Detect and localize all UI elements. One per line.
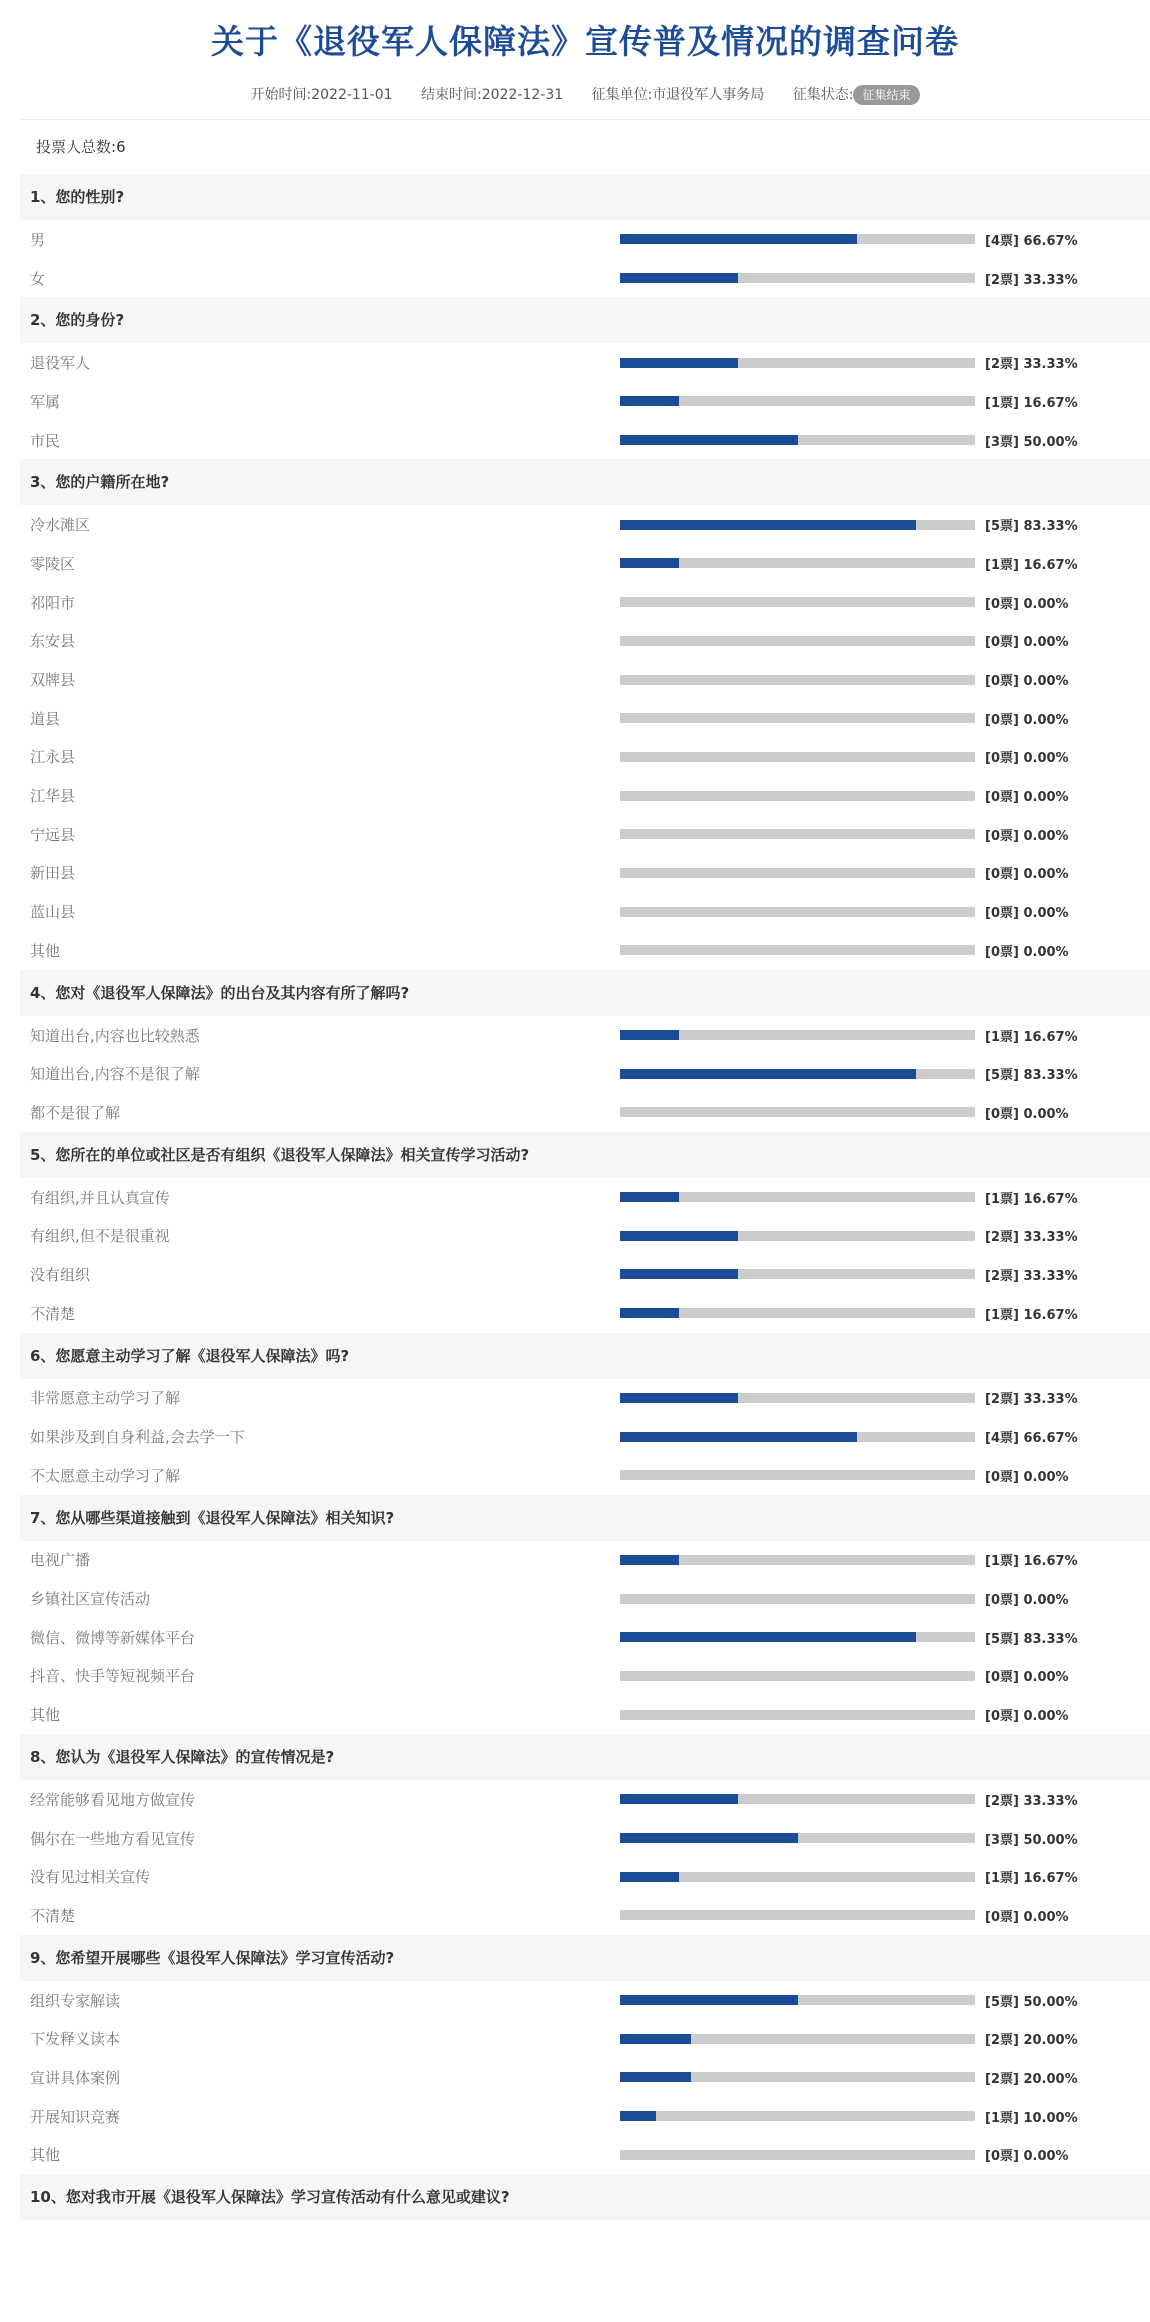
vote-bar-track bbox=[620, 1555, 975, 1565]
option-label: 零陵区 bbox=[30, 554, 76, 573]
option-row bbox=[20, 583, 1150, 622]
option-row bbox=[20, 738, 1150, 777]
vote-percent: 0.00% bbox=[1023, 1593, 1069, 1609]
end-time-value: 2022-12-31 bbox=[481, 87, 564, 103]
vote-count: [0票] bbox=[985, 1106, 1019, 1122]
end-time bbox=[421, 87, 563, 103]
option-row bbox=[20, 1896, 1150, 1935]
vote-stat bbox=[985, 1388, 1078, 1407]
vote-stat bbox=[985, 515, 1078, 534]
vote-count: [4票] bbox=[985, 233, 1019, 249]
total-voters bbox=[20, 120, 1150, 174]
vote-count: [5票] bbox=[985, 1068, 1019, 1084]
option-row bbox=[20, 1857, 1150, 1896]
vote-percent: 16.67% bbox=[1023, 1554, 1078, 1570]
collecting-unit bbox=[592, 87, 765, 103]
vote-bar-track bbox=[620, 1710, 975, 1720]
vote-bar-track bbox=[620, 791, 975, 801]
option-row bbox=[20, 1579, 1150, 1618]
vote-count: [0票] bbox=[985, 596, 1019, 612]
option-row bbox=[20, 1016, 1150, 1055]
vote-count: [1票] bbox=[985, 1307, 1019, 1323]
vote-stat bbox=[985, 1550, 1078, 1569]
question-list bbox=[20, 174, 1150, 2220]
vote-stat bbox=[985, 631, 1069, 650]
vote-percent: 50.00% bbox=[1023, 1832, 1078, 1848]
vote-stat bbox=[985, 1304, 1078, 1323]
option-row bbox=[20, 892, 1150, 931]
option-label: 军属 bbox=[30, 392, 61, 411]
vote-count: [2票] bbox=[985, 1230, 1019, 1246]
vote-bar-track bbox=[620, 2034, 975, 2044]
vote-bar-track bbox=[620, 1671, 975, 1681]
vote-bar-track bbox=[620, 1594, 975, 1604]
vote-stat bbox=[985, 1427, 1078, 1446]
vote-count: [1票] bbox=[985, 1871, 1019, 1887]
vote-percent: 33.33% bbox=[1023, 1392, 1078, 1408]
vote-count: [0票] bbox=[985, 2149, 1019, 2165]
option-label: 抖音、快手等短视频平台 bbox=[30, 1667, 196, 1686]
option-row bbox=[20, 931, 1150, 970]
vote-bar-fill bbox=[620, 358, 738, 368]
vote-bar-track bbox=[620, 1192, 975, 1202]
option-row bbox=[20, 1695, 1150, 1734]
question-title: 6、您愿意主动学习了解《退役军人保障法》吗? bbox=[20, 1333, 1150, 1379]
vote-percent: 16.67% bbox=[1023, 1307, 1078, 1323]
vote-percent: 16.67% bbox=[1023, 1871, 1078, 1887]
option-row bbox=[20, 259, 1150, 298]
vote-percent: 0.00% bbox=[1023, 1106, 1069, 1122]
option-label: 双牌县 bbox=[30, 671, 76, 690]
vote-count: [2票] bbox=[985, 2033, 1019, 2049]
option-row bbox=[20, 1178, 1150, 1217]
vote-count: [0票] bbox=[985, 867, 1019, 883]
vote-percent: 33.33% bbox=[1023, 1268, 1078, 1284]
vote-bar-track bbox=[620, 1794, 975, 1804]
vote-percent: 66.67% bbox=[1023, 233, 1078, 249]
vote-count: [0票] bbox=[985, 1469, 1019, 1485]
vote-stat bbox=[985, 747, 1069, 766]
vote-count: [2票] bbox=[985, 1392, 1019, 1408]
collecting-status bbox=[793, 87, 920, 103]
vote-percent: 0.00% bbox=[1023, 1909, 1069, 1925]
vote-bar-track bbox=[620, 1107, 975, 1117]
vote-bar-track bbox=[620, 1269, 975, 1279]
vote-percent: 20.00% bbox=[1023, 2033, 1078, 2049]
vote-bar-fill bbox=[620, 1308, 679, 1318]
vote-bar-fill bbox=[620, 1632, 916, 1642]
vote-bar-track bbox=[620, 636, 975, 646]
option-label: 其他 bbox=[30, 1706, 61, 1725]
option-label: 乡镇社区宣传活动 bbox=[30, 1590, 151, 1609]
end-time-label: 结束时间: bbox=[421, 87, 482, 103]
option-label: 道县 bbox=[30, 709, 61, 728]
vote-count: [5票] bbox=[985, 1994, 1019, 2010]
question-title: 10、您对我市开展《退役军人保障法》学习宣传活动有什么意见或建议? bbox=[20, 2174, 1150, 2220]
option-row bbox=[20, 1216, 1150, 1255]
vote-bar-fill bbox=[620, 1794, 738, 1804]
option-row bbox=[20, 1780, 1150, 1819]
option-row bbox=[20, 1417, 1150, 1456]
option-label: 蓝山县 bbox=[30, 903, 76, 922]
option-row bbox=[20, 2058, 1150, 2097]
option-label: 有组织,但不是很重视 bbox=[30, 1227, 170, 1246]
vote-stat bbox=[985, 2145, 1069, 2164]
vote-count: [5票] bbox=[985, 519, 1019, 535]
vote-count: [2票] bbox=[985, 2071, 1019, 2087]
vote-stat bbox=[985, 1265, 1078, 1284]
vote-percent: 0.00% bbox=[1023, 596, 1069, 612]
vote-stat bbox=[985, 786, 1069, 805]
vote-bar-track bbox=[620, 1910, 975, 1920]
survey-meta bbox=[20, 80, 1150, 120]
vote-count: [4票] bbox=[985, 1431, 1019, 1447]
option-label: 有组织,并且认真宣传 bbox=[30, 1188, 170, 1207]
vote-bar-track bbox=[620, 435, 975, 445]
vote-percent: 83.33% bbox=[1023, 1631, 1078, 1647]
vote-bar-fill bbox=[620, 1269, 738, 1279]
vote-stat bbox=[985, 863, 1069, 882]
option-row bbox=[20, 776, 1150, 815]
vote-stat bbox=[985, 1026, 1078, 1045]
vote-bar-track bbox=[620, 273, 975, 283]
vote-stat bbox=[985, 554, 1078, 573]
question-title: 5、您所在的单位或社区是否有组织《退役军人保障法》相关宣传学习活动? bbox=[20, 1132, 1150, 1178]
question-title: 1、您的性别? bbox=[20, 174, 1150, 220]
option-label: 开展知识竞赛 bbox=[30, 2107, 121, 2126]
option-label: 下发释义读本 bbox=[30, 2030, 121, 2049]
option-row bbox=[20, 699, 1150, 738]
vote-bar-track bbox=[620, 396, 975, 406]
option-label: 经常能够看见地方做宣传 bbox=[30, 1790, 196, 1809]
vote-bar-fill bbox=[620, 520, 916, 530]
vote-stat bbox=[985, 941, 1069, 960]
option-label: 不太愿意主动学习了解 bbox=[30, 1466, 181, 1485]
vote-stat bbox=[985, 1628, 1078, 1647]
vote-percent: 33.33% bbox=[1023, 357, 1078, 373]
vote-stat bbox=[985, 1790, 1078, 1809]
vote-percent: 0.00% bbox=[1023, 944, 1069, 960]
vote-percent: 0.00% bbox=[1023, 751, 1069, 767]
vote-bar-fill bbox=[620, 1231, 738, 1241]
vote-stat bbox=[985, 269, 1078, 288]
vote-percent: 0.00% bbox=[1023, 790, 1069, 806]
vote-bar-track bbox=[620, 1995, 975, 2005]
vote-stat bbox=[985, 1466, 1069, 1485]
option-label: 微信、微博等新媒体平台 bbox=[30, 1628, 196, 1647]
vote-stat bbox=[985, 1991, 1078, 2010]
option-row bbox=[20, 343, 1150, 382]
option-label: 知道出台,内容不是很了解 bbox=[30, 1065, 200, 1084]
option-row bbox=[20, 815, 1150, 854]
question-title: 3、您的户籍所在地? bbox=[20, 459, 1150, 505]
vote-percent: 83.33% bbox=[1023, 1068, 1078, 1084]
vote-bar-track bbox=[620, 1632, 975, 1642]
vote-stat bbox=[985, 2107, 1078, 2126]
option-row bbox=[20, 220, 1150, 259]
vote-count: [1票] bbox=[985, 2110, 1019, 2126]
vote-bar-fill bbox=[620, 1833, 798, 1843]
vote-count: [5票] bbox=[985, 1631, 1019, 1647]
vote-bar-track bbox=[620, 907, 975, 917]
vote-bar-fill bbox=[620, 1030, 679, 1040]
vote-percent: 0.00% bbox=[1023, 674, 1069, 690]
vote-bar-track bbox=[620, 752, 975, 762]
vote-stat bbox=[985, 1906, 1069, 1925]
option-row bbox=[20, 1054, 1150, 1093]
option-label: 退役军人 bbox=[30, 354, 91, 373]
status-badge: 征集结束 bbox=[853, 85, 919, 105]
option-label: 没有组织 bbox=[30, 1265, 91, 1284]
vote-stat bbox=[985, 1064, 1078, 1083]
vote-percent: 0.00% bbox=[1023, 1469, 1069, 1485]
vote-count: [0票] bbox=[985, 828, 1019, 844]
option-label: 电视广播 bbox=[30, 1551, 91, 1570]
question-title: 7、您从哪些渠道接触到《退役军人保障法》相关知识? bbox=[20, 1495, 1150, 1541]
unit-label: 征集单位: bbox=[591, 87, 653, 103]
vote-count: [0票] bbox=[985, 944, 1019, 960]
total-voters-label: 投票人总数: bbox=[36, 138, 117, 156]
vote-percent: 20.00% bbox=[1023, 2071, 1078, 2087]
vote-bar-track bbox=[620, 234, 975, 244]
vote-stat bbox=[985, 2029, 1078, 2048]
vote-count: [1票] bbox=[985, 1554, 1019, 1570]
option-row bbox=[20, 1819, 1150, 1858]
vote-stat bbox=[985, 902, 1069, 921]
vote-percent: 16.67% bbox=[1023, 1029, 1078, 1045]
option-row bbox=[20, 1379, 1150, 1418]
vote-stat bbox=[985, 1867, 1078, 1886]
vote-bar-track bbox=[620, 675, 975, 685]
option-row bbox=[20, 1294, 1150, 1333]
start-time-label: 开始时间: bbox=[250, 87, 312, 103]
vote-percent: 0.00% bbox=[1023, 1670, 1069, 1686]
question-title: 4、您对《退役军人保障法》的出台及其内容有所了解吗? bbox=[20, 970, 1150, 1016]
vote-count: [0票] bbox=[985, 635, 1019, 651]
option-row bbox=[20, 1657, 1150, 1696]
vote-bar-track bbox=[620, 713, 975, 723]
vote-stat bbox=[985, 825, 1069, 844]
start-time-value: 2022-11-01 bbox=[311, 87, 393, 103]
vote-stat bbox=[985, 230, 1078, 249]
vote-percent: 16.67% bbox=[1023, 395, 1078, 411]
vote-count: [0票] bbox=[985, 1709, 1019, 1725]
option-label: 非常愿意主动学习了解 bbox=[30, 1389, 181, 1408]
vote-bar-track bbox=[620, 1872, 975, 1882]
vote-percent: 0.00% bbox=[1023, 828, 1069, 844]
unit-value: 市退役军人事务局 bbox=[652, 87, 765, 103]
vote-bar-fill bbox=[620, 1432, 857, 1442]
vote-bar-fill bbox=[620, 396, 679, 406]
vote-percent: 0.00% bbox=[1023, 712, 1069, 728]
vote-stat bbox=[985, 353, 1078, 372]
option-row bbox=[20, 622, 1150, 661]
vote-percent: 66.67% bbox=[1023, 1431, 1078, 1447]
page-title: 关于《退役军人保障法》宣传普及情况的调查问卷 bbox=[211, 22, 959, 61]
vote-stat bbox=[985, 1705, 1069, 1724]
vote-count: [2票] bbox=[985, 357, 1019, 373]
vote-bar-track bbox=[620, 358, 975, 368]
vote-count: [0票] bbox=[985, 712, 1019, 728]
vote-percent: 0.00% bbox=[1023, 1709, 1069, 1725]
option-label: 都不是很了解 bbox=[30, 1103, 121, 1122]
vote-bar-track bbox=[620, 868, 975, 878]
vote-bar-track bbox=[620, 558, 975, 568]
vote-percent: 0.00% bbox=[1023, 2149, 1069, 2165]
option-label: 知道出台,内容也比较熟悉 bbox=[30, 1026, 200, 1045]
vote-bar-fill bbox=[620, 2072, 691, 2082]
vote-bar-track bbox=[620, 1432, 975, 1442]
vote-bar-track bbox=[620, 1393, 975, 1403]
vote-count: [0票] bbox=[985, 1593, 1019, 1609]
option-label: 市民 bbox=[30, 431, 61, 450]
vote-count: [0票] bbox=[985, 1909, 1019, 1925]
option-row bbox=[20, 1618, 1150, 1657]
vote-count: [2票] bbox=[985, 1793, 1019, 1809]
option-row bbox=[20, 854, 1150, 893]
option-row bbox=[20, 544, 1150, 583]
vote-stat bbox=[985, 1666, 1069, 1685]
vote-bar-fill bbox=[620, 1872, 679, 1882]
vote-bar-fill bbox=[620, 2111, 656, 2121]
vote-percent: 33.33% bbox=[1023, 1230, 1078, 1246]
total-voters-value: 6 bbox=[116, 138, 126, 156]
vote-bar-track bbox=[620, 2111, 975, 2121]
option-label: 东安县 bbox=[30, 632, 76, 651]
vote-stat bbox=[985, 709, 1069, 728]
option-label: 男 bbox=[30, 230, 46, 249]
vote-count: [0票] bbox=[985, 1670, 1019, 1686]
question-title: 8、您认为《退役军人保障法》的宣传情况是? bbox=[20, 1734, 1150, 1780]
option-row bbox=[20, 1456, 1150, 1495]
question-title: 9、您希望开展哪些《退役军人保障法》学习宣传活动? bbox=[20, 1935, 1150, 1981]
vote-stat bbox=[985, 593, 1069, 612]
option-row bbox=[20, 1541, 1150, 1580]
option-label: 没有见过相关宣传 bbox=[30, 1868, 151, 1887]
vote-percent: 0.00% bbox=[1023, 635, 1069, 651]
option-label: 其他 bbox=[30, 2146, 61, 2165]
vote-count: [2票] bbox=[985, 272, 1019, 288]
vote-percent: 50.00% bbox=[1023, 1994, 1078, 2010]
vote-stat bbox=[985, 2068, 1078, 2087]
vote-count: [0票] bbox=[985, 906, 1019, 922]
option-row bbox=[20, 382, 1150, 421]
vote-bar-track bbox=[620, 1308, 975, 1318]
vote-percent: 0.00% bbox=[1023, 867, 1069, 883]
vote-percent: 50.00% bbox=[1023, 434, 1078, 450]
vote-percent: 10.00% bbox=[1023, 2110, 1078, 2126]
vote-bar-fill bbox=[620, 1555, 679, 1565]
vote-percent: 16.67% bbox=[1023, 1191, 1078, 1207]
option-label: 冷水滩区 bbox=[30, 516, 91, 535]
vote-count: [3票] bbox=[985, 1832, 1019, 1848]
vote-bar-fill bbox=[620, 2034, 691, 2044]
option-label: 女 bbox=[30, 269, 46, 288]
option-label: 祁阳市 bbox=[30, 593, 76, 612]
vote-count: [3票] bbox=[985, 434, 1019, 450]
vote-bar-fill bbox=[620, 1069, 916, 1079]
option-label: 组织专家解读 bbox=[30, 1991, 121, 2010]
vote-stat bbox=[985, 431, 1078, 450]
vote-bar-track bbox=[620, 2150, 975, 2160]
option-label: 江华县 bbox=[30, 787, 76, 806]
vote-bar-fill bbox=[620, 1192, 679, 1202]
vote-count: [2票] bbox=[985, 1268, 1019, 1284]
vote-count: [1票] bbox=[985, 395, 1019, 411]
option-label: 新田县 bbox=[30, 864, 76, 883]
vote-bar-track bbox=[620, 1030, 975, 1040]
vote-count: [0票] bbox=[985, 751, 1019, 767]
vote-bar-fill bbox=[620, 1995, 798, 2005]
option-row bbox=[20, 1981, 1150, 2020]
vote-bar-track bbox=[620, 829, 975, 839]
option-row bbox=[20, 2136, 1150, 2175]
vote-bar-track bbox=[620, 1470, 975, 1480]
option-label: 不清楚 bbox=[30, 1906, 76, 1925]
vote-percent: 83.33% bbox=[1023, 519, 1078, 535]
question-title: 2、您的身份? bbox=[20, 297, 1150, 343]
vote-stat bbox=[985, 1226, 1078, 1245]
option-row bbox=[20, 421, 1150, 460]
vote-bar-fill bbox=[620, 435, 798, 445]
vote-count: [1票] bbox=[985, 1191, 1019, 1207]
option-row bbox=[20, 660, 1150, 699]
vote-stat bbox=[985, 1829, 1078, 1848]
option-label: 不清楚 bbox=[30, 1304, 76, 1323]
vote-bar-fill bbox=[620, 273, 738, 283]
option-row bbox=[20, 2097, 1150, 2136]
option-label: 宣讲具体案例 bbox=[30, 2068, 121, 2087]
vote-stat bbox=[985, 1188, 1078, 1207]
vote-percent: 0.00% bbox=[1023, 906, 1069, 922]
vote-bar-track bbox=[620, 520, 975, 530]
start-time bbox=[251, 87, 393, 103]
vote-bar-fill bbox=[620, 234, 857, 244]
vote-percent: 33.33% bbox=[1023, 1793, 1078, 1809]
option-label: 其他 bbox=[30, 941, 61, 960]
vote-bar-track bbox=[620, 1069, 975, 1079]
vote-stat bbox=[985, 1589, 1069, 1608]
vote-bar-fill bbox=[620, 1393, 738, 1403]
vote-count: [0票] bbox=[985, 790, 1019, 806]
vote-stat bbox=[985, 670, 1069, 689]
option-label: 如果涉及到自身利益,会去学一下 bbox=[30, 1428, 245, 1447]
vote-bar-track bbox=[620, 945, 975, 955]
vote-bar-track bbox=[620, 1833, 975, 1843]
vote-bar-track bbox=[620, 2072, 975, 2082]
option-row bbox=[20, 1093, 1150, 1132]
vote-count: [1票] bbox=[985, 1029, 1019, 1045]
option-row bbox=[20, 505, 1150, 544]
vote-bar-track bbox=[620, 1231, 975, 1241]
status-label: 征集状态: bbox=[792, 87, 854, 103]
vote-count: [1票] bbox=[985, 557, 1019, 573]
vote-stat bbox=[985, 392, 1078, 411]
vote-count: [0票] bbox=[985, 674, 1019, 690]
vote-stat bbox=[985, 1103, 1069, 1122]
option-row bbox=[20, 2019, 1150, 2058]
vote-percent: 16.67% bbox=[1023, 557, 1078, 573]
vote-bar-fill bbox=[620, 558, 679, 568]
vote-percent: 33.33% bbox=[1023, 272, 1078, 288]
option-row bbox=[20, 1255, 1150, 1294]
option-label: 偶尔在一些地方看见宣传 bbox=[30, 1829, 196, 1848]
option-label: 江永县 bbox=[30, 748, 76, 767]
option-label: 宁远县 bbox=[30, 825, 76, 844]
vote-bar-track bbox=[620, 597, 975, 607]
